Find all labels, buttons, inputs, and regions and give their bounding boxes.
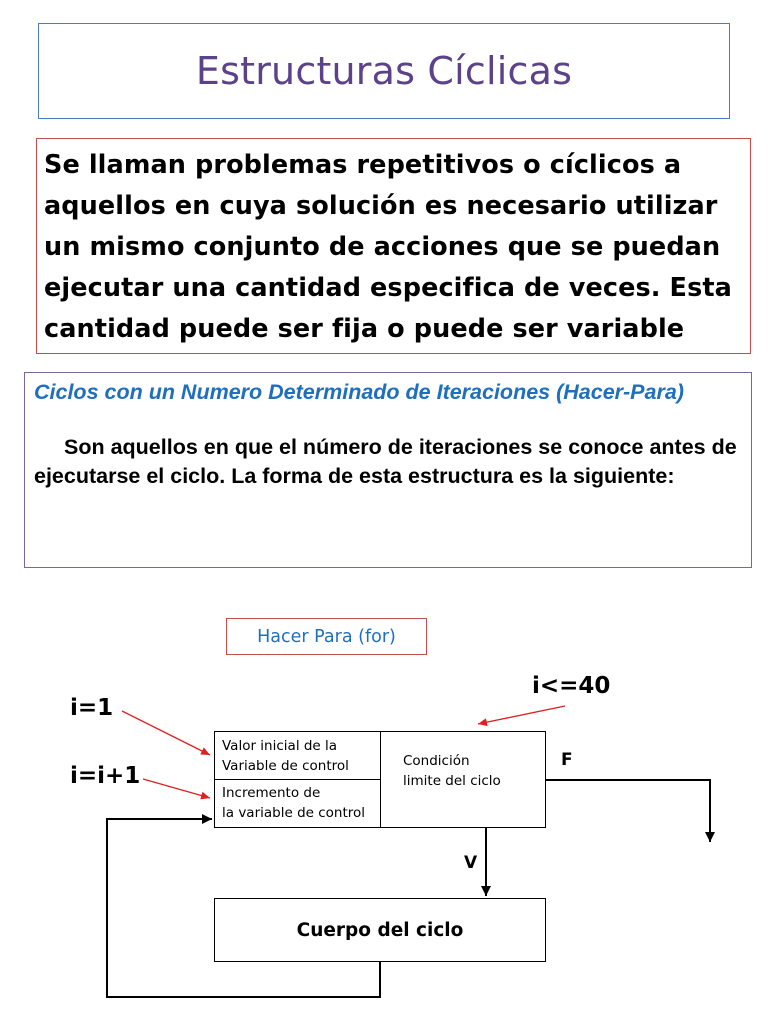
condition-label: i<=40 [532, 673, 611, 699]
initial-value-line: Valor inicial de la [222, 738, 338, 754]
condition-cell [381, 731, 546, 828]
definition-text: Se llaman problemas repetitivos o cíclicos a aquellos en cuya solución es necesario utilizar un mismo conjunto de acciones que se puedan ejecutar una cantidad especifica de veces. Esta cantidad puede ser fija o puede ser variable [44, 150, 732, 344]
increment-line: la variable de control [222, 805, 366, 821]
false-label: F [561, 750, 573, 770]
increment-line: Incremento de [222, 785, 321, 801]
loop-body-block [214, 898, 546, 962]
slide-title: Estructuras Cíclicas [195, 49, 573, 93]
true-label: V [464, 853, 478, 873]
init-label: i=1 [70, 695, 114, 721]
loop-section-heading: Ciclos con un Numero Determinado de Iteraciones (Hacer-Para) [34, 380, 684, 404]
init-annotation-arrow [122, 711, 210, 755]
condition-annotation-arrow [478, 706, 565, 724]
false-exit-line [546, 780, 710, 842]
initial-value-line: Variable de control [222, 758, 349, 774]
structure-label: Hacer Para (for) [257, 626, 396, 647]
loop-body-label: Cuerpo del ciclo [296, 919, 464, 941]
increment-cell [214, 780, 381, 828]
increment-label: i=i+1 [70, 763, 141, 789]
loop-section-description: Son aquellos en que el número de iteraciones se conoce antes de ejecutarse el ciclo. La forma de esta estructura es la siguiente: [34, 435, 737, 488]
condition-line: Condición [403, 753, 470, 769]
condition-line: limite del ciclo [403, 773, 501, 789]
increment-annotation-arrow [143, 779, 210, 798]
initial-value-cell [214, 731, 381, 780]
